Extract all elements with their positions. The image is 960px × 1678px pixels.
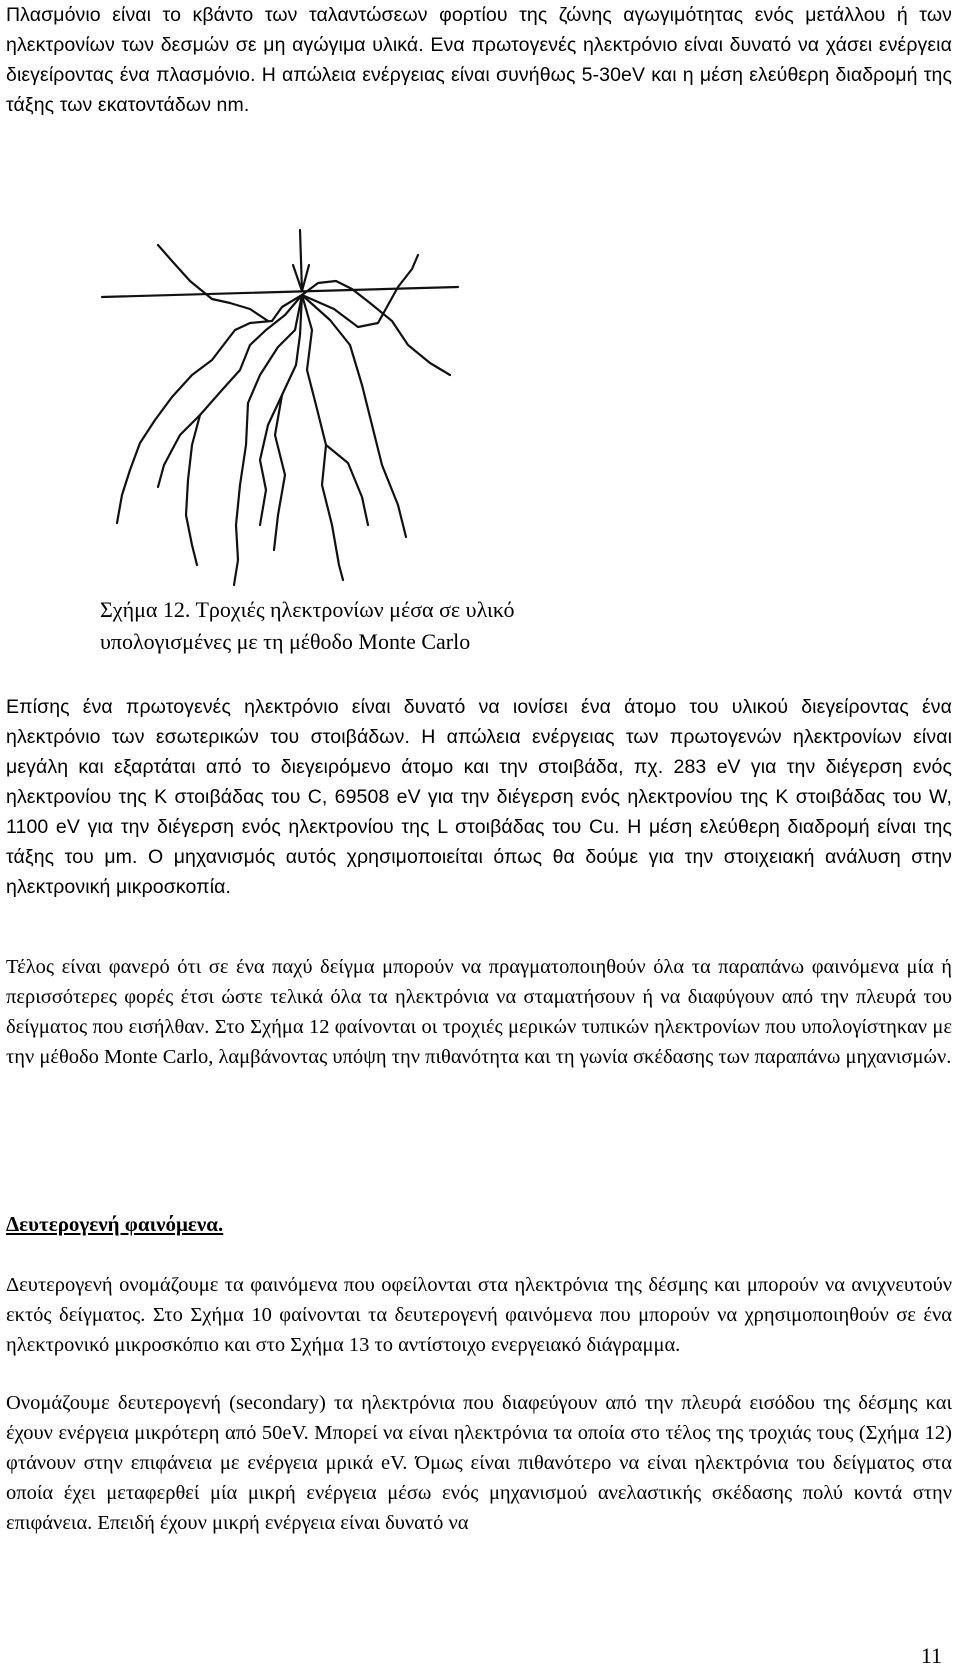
trajectory: [186, 295, 302, 565]
paragraph-plasmon: Πλασμόνιο είναι το κβάντο των ταλαντώσεων φορτίου της ζώνης αγωγιμότητας ενός μετάλλου ή των ηλεκτρονίων των δεσμών σε μη αγώγιμα υλικά. Ενα πρωτογενές ηλεκτρόνιο είναι δυνατό να χάσει ενέργεια διεγείροντας ένα πλασμόνιο. Η απώλεια ενέργειας είναι συνήθως 5-30eV και η μέση ελεύθερη διαδρομή της τάξης των εκατοντάδων nm.: [6, 4, 952, 116]
trajectory: [302, 295, 406, 537]
trajectory: [274, 295, 302, 550]
caption-line-2: υπολογισμένες με τη μέθοδο Monte Carlo: [100, 629, 471, 654]
surface-line: [102, 287, 458, 297]
figure-caption: [100, 594, 660, 658]
paragraph-secondary-phenomena: Δευτερογενή ονομάζουμε τα φαινόμενα που οφείλονται στα ηλεκτρόνια της δέσμης και μπορούν να ανιχνευτούν εκτός δείγματος. Στο Σχήμα 10 φαίνονται τα δευτερογενή φαινόμενα που μπορούν να χρησιμοποιηθούν σε ένα ηλεκτρονικό μικροσκόπιο και στο Σχήμα 13 το αντίστοιχο ενεργειακό διάγραμμα.: [6, 1274, 952, 1356]
trajectory: [117, 295, 302, 523]
page-number: 11: [920, 1643, 942, 1668]
paragraph-ionization: Επίσης ένα πρωτογενές ηλεκτρόνιο είναι δυνατό να ιονίσει ένα άτομο του υλικού διεγείροντας ένα ηλεκτρόνιο των εσωτερικών του στοιβάδων. Η απώλεια ενέργειας των πρωτογενών ηλεκτρονίων είναι μεγάλη και εξαρτάται από το διεγειρόμενο άτομο και την στοιβάδα, πχ. 283 eV για την διέγερση ενός ηλεκτρονίου της K στοιβάδας του C, 69508 eV για την διέγερση ενός ηλεκτρονίου της K στοιβάδας του W, 1100 eV για την διέγερση ενός ηλεκτρονίου της L στοιβάδας του Cu. Η μέση ελεύθερη διαδρομή είναι της τάξης του μm. Ο μηχανισμός αυτός χρησιμοποιείται όπως θα δούμε για την στοιχειακή ανάλυση στην ηλεκτρονική μικροσκοπία.: [6, 696, 952, 898]
paragraph-secondary-electrons: Ονομάζουμε δευτερογενή (secondary) τα ηλεκτρόνια που διαφεύγουν από την πλευρά εισόδου της δέσμης και έχουν ενέργεια μικρότερη από 50eV. Μπορεί να είναι ηλεκτρόνια τα οποία στο τέλος της τροχιάς τους (Σχήμα 12) φτάνουν στην επιφάνεια με ενέργεια μρικά eV. Όμως είναι πιθανότερο να είναι ηλεκτρόνια του δείγματος στα οποία έχει μεταφερθεί μία μικρή ενέργεια μέσω ενός μηχανισμού ανελαστικής σκέδασης πολύ κοντά στην επιφάνεια. Επειδή έχουν μικρή ενέργεια είναι δυνατό να: [6, 1392, 952, 1534]
trajectory: [302, 281, 450, 375]
caption-line-1: Σχήμα 12. Τροχιές ηλεκτρονίων μέσα σε υλικό: [100, 597, 515, 622]
trajectory: [302, 295, 343, 580]
incident-beam-arrow: [300, 230, 302, 291]
trajectory: [158, 245, 268, 321]
trajectory: [326, 445, 368, 525]
trajectory: [234, 295, 302, 585]
paragraph-thick-sample: Τέλος είναι φανερό ότι σε ένα παχύ δείγμα μπορούν να πραγματοποιηθούν όλα τα παραπάνω φαινόμενα μία ή περισσότερες φορές έτσι ώστε τελικά όλα τα ηλεκτρόνια να σταματήσουν ή να διαφύγουν από την πλευρά του δείγματος που εισήλθαν. Στο Σχήμα 12 φαίνονται οι τροχιές μερικών τυπικών ηλεκτρονίων που υπολογίστηκαν με την μέθοδο Monte Carlo, λαμβάνοντας υπόψη την πιθανότητα και τη γωνία σκέδασης των παραπάνω μηχανισμών.: [6, 956, 952, 1068]
section-heading: Δευτερογενή φαινόμενα.: [6, 1212, 224, 1236]
monte-carlo-trajectories-figure: [100, 225, 460, 595]
trajectory: [158, 415, 200, 487]
